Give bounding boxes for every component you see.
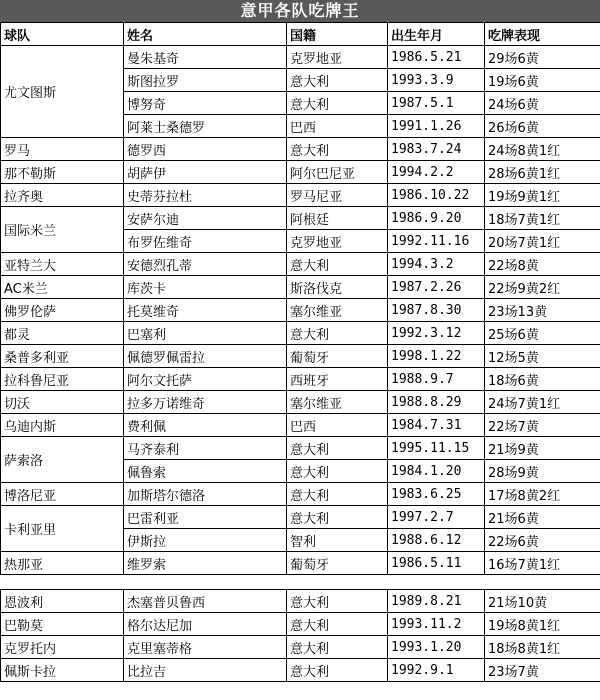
nationality-cell: 葡萄牙: [287, 552, 388, 575]
player-name-cell: 德罗西: [124, 138, 287, 161]
table-row: [1, 437, 600, 460]
team-cell: 国际米兰: [1, 207, 124, 253]
table-row: [1, 659, 600, 682]
birth-cell: 1986.9.20: [388, 207, 485, 230]
birth-cell: 1992.3.12: [388, 322, 485, 345]
cards-cell: 26场6黄: [485, 115, 600, 138]
team-cell: 博洛尼亚: [1, 483, 124, 506]
birth-cell: 1986.5.21: [388, 46, 485, 69]
team-cell: 热那亚: [1, 552, 124, 575]
player-name-cell: 布罗佐维奇: [124, 230, 287, 253]
player-name-cell: 巴雷利亚: [124, 506, 287, 529]
nationality-cell: 意大利: [287, 69, 388, 92]
cards-cell: 24场8黄1红: [485, 138, 600, 161]
table-row: [1, 207, 600, 230]
cards-cell: 22场6黄: [485, 529, 600, 552]
table-row: [1, 345, 600, 368]
spacer-cell: [1, 575, 124, 590]
player-name-cell: 托莫维奇: [124, 299, 287, 322]
cards-cell: 20场7黄1红: [485, 230, 600, 253]
header-birth: 出生年月: [388, 23, 485, 46]
player-name-cell: 斯图拉罗: [124, 69, 287, 92]
spacer-cell: [485, 575, 600, 590]
team-cell: 尤文图斯: [1, 46, 124, 138]
team-cell: 萨索洛: [1, 437, 124, 483]
table-row: [1, 590, 600, 613]
birth-cell: 1992.9.1: [388, 659, 485, 682]
player-name-cell: 阿莱士桑德罗: [124, 115, 287, 138]
player-name-cell: 胡萨伊: [124, 161, 287, 184]
nationality-cell: 意大利: [287, 506, 388, 529]
team-cell: 亚特兰大: [1, 253, 124, 276]
header-row: [1, 23, 600, 46]
player-name-cell: 马齐泰利: [124, 437, 287, 460]
nationality-cell: 葡萄牙: [287, 345, 388, 368]
player-name-cell: 安萨尔迪: [124, 207, 287, 230]
player-name-cell: 阿尔文托萨: [124, 368, 287, 391]
nationality-cell: 巴西: [287, 115, 388, 138]
nationality-cell: 克罗地亚: [287, 46, 388, 69]
player-name-cell: 博努奇: [124, 92, 287, 115]
birth-cell: 1987.2.26: [388, 276, 485, 299]
birth-cell: 1988.8.29: [388, 391, 485, 414]
team-cell: 佩斯卡拉: [1, 659, 124, 682]
cards-cell: 24场6黄: [485, 92, 600, 115]
birth-cell: 1984.7.31: [388, 414, 485, 437]
birth-cell: 1993.3.9: [388, 69, 485, 92]
table-row: [1, 299, 600, 322]
cards-cell: 16场7黄1红: [485, 552, 600, 575]
card-leaders-table: [0, 22, 600, 682]
nationality-cell: 意大利: [287, 613, 388, 636]
team-cell: 佛罗伦萨: [1, 299, 124, 322]
nationality-cell: 意大利: [287, 322, 388, 345]
cards-cell: 21场9黄: [485, 437, 600, 460]
player-name-cell: 克里塞蒂格: [124, 636, 287, 659]
birth-cell: 1986.5.11: [388, 552, 485, 575]
birth-cell: 1986.10.22: [388, 184, 485, 207]
team-cell: 拉科鲁尼亚: [1, 368, 124, 391]
birth-cell: 1993.1.20: [388, 636, 485, 659]
table-title: 意甲各队吃牌王: [0, 0, 600, 22]
team-cell: AC米兰: [1, 276, 124, 299]
cards-cell: 22场9黄2红: [485, 276, 600, 299]
player-name-cell: 比拉吉: [124, 659, 287, 682]
header-name: 姓名: [124, 23, 287, 46]
birth-cell: 1992.11.16: [388, 230, 485, 253]
nationality-cell: 巴西: [287, 414, 388, 437]
team-cell: 拉齐奥: [1, 184, 124, 207]
cards-cell: 24场7黄1红: [485, 391, 600, 414]
cards-cell: 12场5黄: [485, 345, 600, 368]
player-name-cell: 史蒂芬拉杜: [124, 184, 287, 207]
cards-cell: 18场7黄1红: [485, 207, 600, 230]
team-cell: 那不勒斯: [1, 161, 124, 184]
nationality-cell: 意大利: [287, 483, 388, 506]
header-nationality: 国籍: [287, 23, 388, 46]
table-row: [1, 552, 600, 575]
player-name-cell: 曼朱基奇: [124, 46, 287, 69]
table-row: [1, 276, 600, 299]
table-row: [1, 636, 600, 659]
nationality-cell: 罗马尼亚: [287, 184, 388, 207]
player-name-cell: 格尔达尼加: [124, 613, 287, 636]
birth-cell: 1984.1.20: [388, 460, 485, 483]
player-name-cell: 安德烈孔蒂: [124, 253, 287, 276]
team-cell: 桑普多利亚: [1, 345, 124, 368]
nationality-cell: 塞尔维亚: [287, 299, 388, 322]
birth-cell: 1988.6.12: [388, 529, 485, 552]
birth-cell: 1987.8.30: [388, 299, 485, 322]
table-row: [1, 253, 600, 276]
cards-cell: 28场6黄1红: [485, 161, 600, 184]
nationality-cell: 意大利: [287, 590, 388, 613]
birth-cell: 1983.6.25: [388, 483, 485, 506]
nationality-cell: 塞尔维亚: [287, 391, 388, 414]
table-row: [1, 613, 600, 636]
cards-cell: 25场6黄: [485, 322, 600, 345]
birth-cell: 1995.11.15: [388, 437, 485, 460]
header-cards: 吃牌表现: [485, 23, 600, 46]
birth-cell: 1994.3.2: [388, 253, 485, 276]
cards-cell: 19场8黄1红: [485, 613, 600, 636]
nationality-cell: 意大利: [287, 437, 388, 460]
table-row: [1, 184, 600, 207]
nationality-cell: 智利: [287, 529, 388, 552]
cards-cell: 23场13黄: [485, 299, 600, 322]
birth-cell: 1997.2.7: [388, 506, 485, 529]
cards-cell: 18场6黄: [485, 368, 600, 391]
team-cell: 都灵: [1, 322, 124, 345]
team-cell: 巴勒莫: [1, 613, 124, 636]
cards-cell: 29场6黄: [485, 46, 600, 69]
nationality-cell: 意大利: [287, 92, 388, 115]
nationality-cell: 斯洛伐克: [287, 276, 388, 299]
nationality-cell: 阿尔巴尼亚: [287, 161, 388, 184]
player-name-cell: 巴塞利: [124, 322, 287, 345]
birth-cell: 1994.2.2: [388, 161, 485, 184]
header-team: 球队: [1, 23, 124, 46]
nationality-cell: 意大利: [287, 659, 388, 682]
table-row: [1, 368, 600, 391]
table-row: [1, 138, 600, 161]
cards-cell: 21场6黄: [485, 506, 600, 529]
player-name-cell: 杰塞普贝鲁西: [124, 590, 287, 613]
team-cell: 乌迪内斯: [1, 414, 124, 437]
nationality-cell: 意大利: [287, 138, 388, 161]
team-cell: 罗马: [1, 138, 124, 161]
cards-cell: 19场9黄1红: [485, 184, 600, 207]
cards-cell: 22场8黄: [485, 253, 600, 276]
birth-cell: 1989.8.21: [388, 590, 485, 613]
cards-cell: 28场9黄: [485, 460, 600, 483]
player-name-cell: 佩德罗佩雷拉: [124, 345, 287, 368]
cards-cell: 22场7黄: [485, 414, 600, 437]
birth-cell: 1991.1.26: [388, 115, 485, 138]
table-row: [1, 322, 600, 345]
table-row: [1, 506, 600, 529]
player-name-cell: 佩鲁索: [124, 460, 287, 483]
table-row: [1, 414, 600, 437]
table-row: [1, 161, 600, 184]
team-cell: 恩波利: [1, 590, 124, 613]
team-cell: 切沃: [1, 391, 124, 414]
player-name-cell: 加斯塔尔德洛: [124, 483, 287, 506]
spacer-cell: [287, 575, 388, 590]
table-row: [1, 391, 600, 414]
player-name-cell: 维罗索: [124, 552, 287, 575]
player-name-cell: 费利佩: [124, 414, 287, 437]
birth-cell: 1983.7.24: [388, 138, 485, 161]
cards-cell: 21场10黄: [485, 590, 600, 613]
nationality-cell: 西班牙: [287, 368, 388, 391]
player-name-cell: 库茨卡: [124, 276, 287, 299]
player-name-cell: 拉多万诺维奇: [124, 391, 287, 414]
nationality-cell: 意大利: [287, 460, 388, 483]
nationality-cell: 意大利: [287, 636, 388, 659]
birth-cell: 1998.1.22: [388, 345, 485, 368]
cards-cell: 19场6黄: [485, 69, 600, 92]
nationality-cell: 阿根廷: [287, 207, 388, 230]
table-row: [1, 483, 600, 506]
nationality-cell: 意大利: [287, 253, 388, 276]
birth-cell: 1988.9.7: [388, 368, 485, 391]
team-cell: 卡利亚里: [1, 506, 124, 552]
player-name-cell: 伊斯拉: [124, 529, 287, 552]
spacer-cell: [388, 575, 485, 590]
table-row: [1, 46, 600, 69]
nationality-cell: 克罗地亚: [287, 230, 388, 253]
spacer-cell: [124, 575, 287, 590]
birth-cell: 1993.11.2: [388, 613, 485, 636]
cards-cell: 18场8黄1红: [485, 636, 600, 659]
team-cell: 克罗托内: [1, 636, 124, 659]
cards-cell: 17场8黄2红: [485, 483, 600, 506]
table-body: [1, 46, 600, 682]
birth-cell: 1987.5.1: [388, 92, 485, 115]
cards-cell: 23场7黄: [485, 659, 600, 682]
spacer-row: [1, 575, 600, 590]
